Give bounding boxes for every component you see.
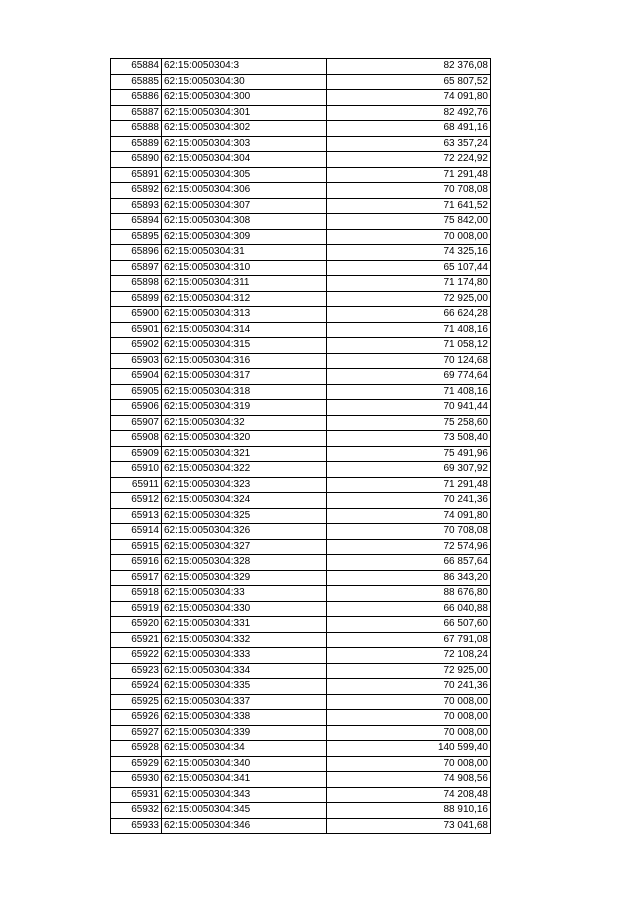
table-row — [111, 400, 491, 416]
row-number-cell: 65921 — [111, 632, 162, 648]
cadastral-number-cell: 62:15:0050304:30 — [162, 74, 327, 90]
value-cell: 75 258,60 — [327, 415, 491, 431]
table-row — [111, 353, 491, 369]
row-number-cell: 65892 — [111, 183, 162, 199]
cadastral-number-cell: 62:15:0050304:300 — [162, 90, 327, 106]
data-table — [110, 58, 491, 834]
value-cell: 82 492,76 — [327, 105, 491, 121]
cadastral-number-cell: 62:15:0050304:309 — [162, 229, 327, 245]
value-cell: 67 791,08 — [327, 632, 491, 648]
value-cell: 72 224,92 — [327, 152, 491, 168]
value-cell: 71 408,16 — [327, 322, 491, 338]
table-row — [111, 229, 491, 245]
cadastral-number-cell: 62:15:0050304:345 — [162, 803, 327, 819]
cadastral-number-cell: 62:15:0050304:33 — [162, 586, 327, 602]
value-cell: 70 008,00 — [327, 710, 491, 726]
row-number-cell: 65887 — [111, 105, 162, 121]
row-number-cell: 65909 — [111, 446, 162, 462]
row-number-cell: 65906 — [111, 400, 162, 416]
table-row — [111, 338, 491, 354]
value-cell: 72 925,00 — [327, 663, 491, 679]
cadastral-number-cell: 62:15:0050304:328 — [162, 555, 327, 571]
cadastral-number-cell: 62:15:0050304:321 — [162, 446, 327, 462]
value-cell: 72 574,96 — [327, 539, 491, 555]
value-cell: 75 491,96 — [327, 446, 491, 462]
cadastral-number-cell: 62:15:0050304:331 — [162, 617, 327, 633]
cadastral-number-cell: 62:15:0050304:341 — [162, 772, 327, 788]
table-row — [111, 431, 491, 447]
table-row — [111, 818, 491, 834]
value-cell: 70 708,08 — [327, 524, 491, 540]
value-cell: 71 058,12 — [327, 338, 491, 354]
cadastral-number-cell: 62:15:0050304:340 — [162, 756, 327, 772]
row-number-cell: 65890 — [111, 152, 162, 168]
cadastral-number-cell: 62:15:0050304:311 — [162, 276, 327, 292]
value-cell: 70 008,00 — [327, 229, 491, 245]
cadastral-number-cell: 62:15:0050304:315 — [162, 338, 327, 354]
row-number-cell: 65922 — [111, 648, 162, 664]
row-number-cell: 65931 — [111, 787, 162, 803]
cadastral-number-cell: 62:15:0050304:318 — [162, 384, 327, 400]
table-row — [111, 694, 491, 710]
row-number-cell: 65918 — [111, 586, 162, 602]
cadastral-number-cell: 62:15:0050304:316 — [162, 353, 327, 369]
row-number-cell: 65897 — [111, 260, 162, 276]
table-row — [111, 59, 491, 75]
value-cell: 70 708,08 — [327, 183, 491, 199]
table-row — [111, 415, 491, 431]
table-row — [111, 291, 491, 307]
value-cell: 88 910,16 — [327, 803, 491, 819]
cadastral-number-cell: 62:15:0050304:334 — [162, 663, 327, 679]
row-number-cell: 65930 — [111, 772, 162, 788]
cadastral-number-cell: 62:15:0050304:325 — [162, 508, 327, 524]
cadastral-number-cell: 62:15:0050304:313 — [162, 307, 327, 323]
value-cell: 74 091,80 — [327, 90, 491, 106]
row-number-cell: 65903 — [111, 353, 162, 369]
row-number-cell: 65907 — [111, 415, 162, 431]
row-number-cell: 65896 — [111, 245, 162, 261]
table-row — [111, 446, 491, 462]
row-number-cell: 65901 — [111, 322, 162, 338]
table-row — [111, 586, 491, 602]
row-number-cell: 65916 — [111, 555, 162, 571]
row-number-cell: 65920 — [111, 617, 162, 633]
table-row — [111, 214, 491, 230]
row-number-cell: 65895 — [111, 229, 162, 245]
table-row — [111, 105, 491, 121]
row-number-cell: 65926 — [111, 710, 162, 726]
cadastral-number-cell: 62:15:0050304:304 — [162, 152, 327, 168]
table-row — [111, 245, 491, 261]
cadastral-number-cell: 62:15:0050304:317 — [162, 369, 327, 385]
value-cell: 74 091,80 — [327, 508, 491, 524]
table-row — [111, 167, 491, 183]
table-row — [111, 555, 491, 571]
cadastral-number-cell: 62:15:0050304:306 — [162, 183, 327, 199]
row-number-cell: 65894 — [111, 214, 162, 230]
table-row — [111, 725, 491, 741]
value-cell: 73 508,40 — [327, 431, 491, 447]
cadastral-number-cell: 62:15:0050304:346 — [162, 818, 327, 834]
value-cell: 74 325,16 — [327, 245, 491, 261]
cadastral-number-cell: 62:15:0050304:332 — [162, 632, 327, 648]
cadastral-number-cell: 62:15:0050304:303 — [162, 136, 327, 152]
cadastral-number-cell: 62:15:0050304:34 — [162, 741, 327, 757]
table-row — [111, 648, 491, 664]
value-cell: 70 941,44 — [327, 400, 491, 416]
value-cell: 74 208,48 — [327, 787, 491, 803]
table-row — [111, 756, 491, 772]
row-number-cell: 65899 — [111, 291, 162, 307]
cadastral-number-cell: 62:15:0050304:302 — [162, 121, 327, 137]
cadastral-number-cell: 62:15:0050304:314 — [162, 322, 327, 338]
cadastral-number-cell: 62:15:0050304:326 — [162, 524, 327, 540]
row-number-cell: 65911 — [111, 477, 162, 493]
value-cell: 70 008,00 — [327, 756, 491, 772]
table-row — [111, 617, 491, 633]
cadastral-number-cell: 62:15:0050304:308 — [162, 214, 327, 230]
value-cell: 82 376,08 — [327, 59, 491, 75]
cadastral-number-cell: 62:15:0050304:322 — [162, 462, 327, 478]
cadastral-number-cell: 62:15:0050304:335 — [162, 679, 327, 695]
cadastral-number-cell: 62:15:0050304:337 — [162, 694, 327, 710]
cadastral-number-cell: 62:15:0050304:3 — [162, 59, 327, 75]
table-row — [111, 787, 491, 803]
table-row — [111, 307, 491, 323]
table-row — [111, 74, 491, 90]
value-cell: 70 241,36 — [327, 493, 491, 509]
cadastral-number-cell: 62:15:0050304:320 — [162, 431, 327, 447]
row-number-cell: 65913 — [111, 508, 162, 524]
value-cell: 68 491,16 — [327, 121, 491, 137]
value-cell: 70 008,00 — [327, 694, 491, 710]
value-cell: 69 307,92 — [327, 462, 491, 478]
table-row — [111, 539, 491, 555]
value-cell: 71 291,48 — [327, 477, 491, 493]
table-row — [111, 772, 491, 788]
table-row — [111, 183, 491, 199]
value-cell: 72 925,00 — [327, 291, 491, 307]
row-number-cell: 65884 — [111, 59, 162, 75]
value-cell: 70 008,00 — [327, 725, 491, 741]
value-cell: 75 842,00 — [327, 214, 491, 230]
cadastral-number-cell: 62:15:0050304:310 — [162, 260, 327, 276]
row-number-cell: 65915 — [111, 539, 162, 555]
cadastral-number-cell: 62:15:0050304:307 — [162, 198, 327, 214]
row-number-cell: 65933 — [111, 818, 162, 834]
cadastral-number-cell: 62:15:0050304:330 — [162, 601, 327, 617]
value-cell: 71 291,48 — [327, 167, 491, 183]
row-number-cell: 65908 — [111, 431, 162, 447]
row-number-cell: 65923 — [111, 663, 162, 679]
row-number-cell: 65928 — [111, 741, 162, 757]
value-cell: 66 624,28 — [327, 307, 491, 323]
value-cell: 72 108,24 — [327, 648, 491, 664]
row-number-cell: 65914 — [111, 524, 162, 540]
table-row — [111, 260, 491, 276]
value-cell: 66 857,64 — [327, 555, 491, 571]
table-row — [111, 462, 491, 478]
row-number-cell: 65910 — [111, 462, 162, 478]
cadastral-number-cell: 62:15:0050304:32 — [162, 415, 327, 431]
row-number-cell: 65898 — [111, 276, 162, 292]
table-row — [111, 369, 491, 385]
table-row — [111, 570, 491, 586]
table-row — [111, 152, 491, 168]
table-row — [111, 601, 491, 617]
value-cell: 63 357,24 — [327, 136, 491, 152]
row-number-cell: 65905 — [111, 384, 162, 400]
value-cell: 65 807,52 — [327, 74, 491, 90]
cadastral-number-cell: 62:15:0050304:312 — [162, 291, 327, 307]
row-number-cell: 65904 — [111, 369, 162, 385]
cadastral-number-cell: 62:15:0050304:327 — [162, 539, 327, 555]
table-row — [111, 384, 491, 400]
row-number-cell: 65893 — [111, 198, 162, 214]
table-row — [111, 90, 491, 106]
value-cell: 71 174,80 — [327, 276, 491, 292]
value-cell: 88 676,80 — [327, 586, 491, 602]
row-number-cell: 65888 — [111, 121, 162, 137]
table-row — [111, 136, 491, 152]
row-number-cell: 65917 — [111, 570, 162, 586]
cadastral-number-cell: 62:15:0050304:339 — [162, 725, 327, 741]
table-row — [111, 741, 491, 757]
value-cell: 65 107,44 — [327, 260, 491, 276]
table-row — [111, 710, 491, 726]
cadastral-number-cell: 62:15:0050304:301 — [162, 105, 327, 121]
table-row — [111, 803, 491, 819]
value-cell: 74 908,56 — [327, 772, 491, 788]
value-cell: 70 241,36 — [327, 679, 491, 695]
row-number-cell: 65891 — [111, 167, 162, 183]
row-number-cell: 65912 — [111, 493, 162, 509]
value-cell: 69 774,64 — [327, 369, 491, 385]
cadastral-number-cell: 62:15:0050304:305 — [162, 167, 327, 183]
value-cell: 71 408,16 — [327, 384, 491, 400]
table-row — [111, 524, 491, 540]
cadastral-number-cell: 62:15:0050304:324 — [162, 493, 327, 509]
table-row — [111, 679, 491, 695]
table-row — [111, 508, 491, 524]
value-cell: 140 599,40 — [327, 741, 491, 757]
table-row — [111, 493, 491, 509]
value-cell: 70 124,68 — [327, 353, 491, 369]
value-cell: 66 040,88 — [327, 601, 491, 617]
row-number-cell: 65927 — [111, 725, 162, 741]
table-row — [111, 121, 491, 137]
value-cell: 86 343,20 — [327, 570, 491, 586]
cadastral-number-cell: 62:15:0050304:329 — [162, 570, 327, 586]
row-number-cell: 65924 — [111, 679, 162, 695]
row-number-cell: 65919 — [111, 601, 162, 617]
table-row — [111, 276, 491, 292]
row-number-cell: 65929 — [111, 756, 162, 772]
cadastral-number-cell: 62:15:0050304:333 — [162, 648, 327, 664]
row-number-cell: 65900 — [111, 307, 162, 323]
row-number-cell: 65885 — [111, 74, 162, 90]
row-number-cell: 65886 — [111, 90, 162, 106]
table-row — [111, 477, 491, 493]
table-row — [111, 632, 491, 648]
row-number-cell: 65902 — [111, 338, 162, 354]
value-cell: 66 507,60 — [327, 617, 491, 633]
table-row — [111, 322, 491, 338]
cadastral-number-cell: 62:15:0050304:338 — [162, 710, 327, 726]
cadastral-number-cell: 62:15:0050304:343 — [162, 787, 327, 803]
row-number-cell: 65925 — [111, 694, 162, 710]
cadastral-number-cell: 62:15:0050304:323 — [162, 477, 327, 493]
cadastral-number-cell: 62:15:0050304:319 — [162, 400, 327, 416]
value-cell: 71 641,52 — [327, 198, 491, 214]
row-number-cell: 65932 — [111, 803, 162, 819]
table-row — [111, 198, 491, 214]
table-body — [111, 59, 491, 834]
row-number-cell: 65889 — [111, 136, 162, 152]
table-row — [111, 663, 491, 679]
value-cell: 73 041,68 — [327, 818, 491, 834]
cadastral-number-cell: 62:15:0050304:31 — [162, 245, 327, 261]
